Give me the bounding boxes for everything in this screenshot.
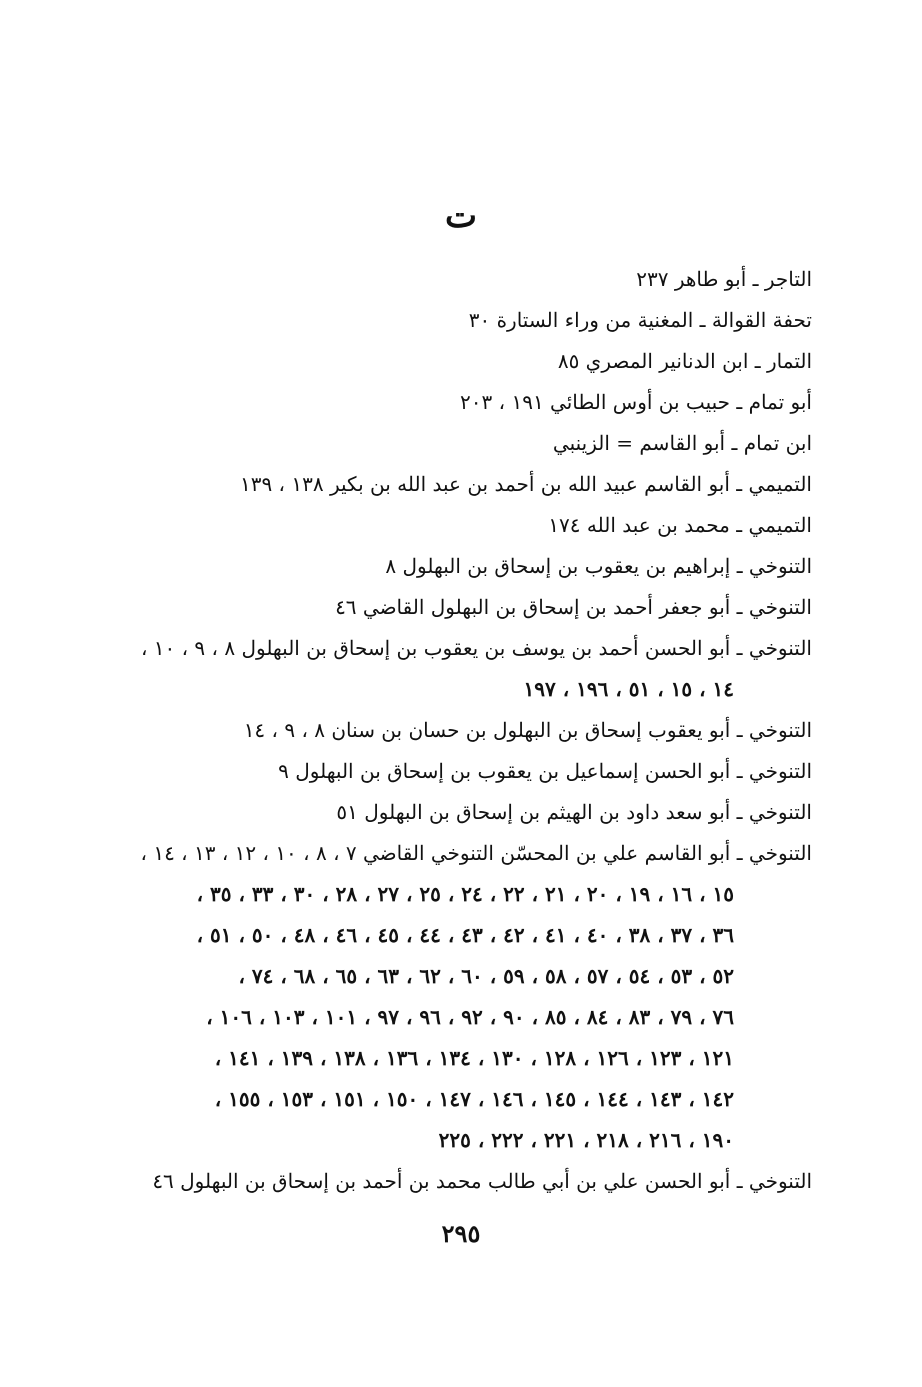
page-number: ٢٩٥ [441,1219,481,1248]
index-entry: التميمي ـ محمد بن عبد الله ١٧٤ [548,513,812,537]
index-entry-continuation: ٧٦ ، ٧٩ ، ٨٣ ، ٨٤ ، ٨٥ ، ٩٠ ، ٩٢ ، ٩٦ ، ٩٧ ، ١٠١ ، ١٠٣ ، ١٠٦ ، [206,1005,734,1029]
index-entry: التنوخي ـ أبو يعقوب إسحاق بن البهلول بن حسان بن سنان ٨ ، ٩ ، ١٤ [243,718,812,742]
index-entry: التنوخي ـ أبو جعفر أحمد بن إسحاق بن البهلول القاضي ٤٦ [335,595,812,619]
index-entry: أبو تمام ـ حبيب بن أوس الطائي ١٩١ ، ٢٠٣ [460,390,812,414]
index-entry: التنوخي ـ أبو الحسن إسماعيل بن يعقوب بن إسحاق بن البهلول ٩ [278,759,812,783]
index-entries [122,259,812,1202]
index-entry: التنوخي ـ أبو الحسن أحمد بن يوسف بن يعقوب بن إسحاق بن البهلول ٨ ، ٩ ، ١٠ ، [140,636,812,660]
section-letter-heading: ت [444,196,477,236]
index-entry: التنوخي ـ أبو القاسم علي بن المحسّن التنوخي القاضي ٧ ، ٨ ، ١٠ ، ١٢ ، ١٣ ، ١٤ ، [140,841,812,865]
index-entry-continuation: ٣٦ ، ٣٧ ، ٣٨ ، ٤٠ ، ٤١ ، ٤٢ ، ٤٣ ، ٤٤ ، ٤٥ ، ٤٦ ، ٤٨ ، ٥٠ ، ٥١ ، [196,923,734,947]
index-entry: التنوخي ـ إبراهيم بن يعقوب بن إسحاق بن البهلول ٨ [385,554,812,578]
index-entry: التنوخي ـ أبو الحسن علي بن أبي طالب محمد بن أحمد بن إسحاق بن البهلول ٤٦ [152,1169,812,1193]
index-entry: تحفة القوالة ـ المغنية من وراء الستارة ٣٠ [468,308,812,332]
index-entry-continuation: ٥٢ ، ٥٣ ، ٥٤ ، ٥٧ ، ٥٨ ، ٥٩ ، ٦٠ ، ٦٢ ، ٦٣ ، ٦٥ ، ٦٨ ، ٧٤ ، [238,964,734,988]
index-entry: التميمي ـ أبو القاسم عبيد الله بن أحمد بن عبد الله بن بكير ١٣٨ ، ١٣٩ [239,472,812,496]
index-entry-continuation: ١٤ ، ١٥ ، ٥١ ، ١٩٦ ، ١٩٧ [523,677,734,701]
index-entry-continuation: ١٢١ ، ١٢٣ ، ١٢٦ ، ١٢٨ ، ١٣٠ ، ١٣٤ ، ١٣٦ ، ١٣٨ ، ١٣٩ ، ١٤١ ، [214,1046,734,1070]
index-entry: التمار ـ ابن الدنانير المصري ٨٥ [557,349,812,373]
index-entry-continuation: ١٤٢ ، ١٤٣ ، ١٤٤ ، ١٤٥ ، ١٤٦ ، ١٤٧ ، ١٥٠ ، ١٥١ ، ١٥٣ ، ١٥٥ ، [214,1087,734,1111]
index-entry-continuation: ١٥ ، ١٦ ، ١٩ ، ٢٠ ، ٢١ ، ٢٢ ، ٢٤ ، ٢٥ ، ٢٧ ، ٢٨ ، ٣٠ ، ٣٣ ، ٣٥ ، [196,882,734,906]
index-entry: التاجر ـ أبو طاهر ٢٣٧ [636,267,812,291]
index-entry: التنوخي ـ أبو سعد داود بن الهيثم بن إسحاق بن البهلول ٥١ [336,800,812,824]
index-entry: ابن تمام ـ أبو القاسم = الزينبي [552,431,812,455]
index-entry-continuation: ١٩٠ ، ٢١٦ ، ٢١٨ ، ٢٢١ ، ٢٢٢ ، ٢٢٥ [438,1128,734,1152]
